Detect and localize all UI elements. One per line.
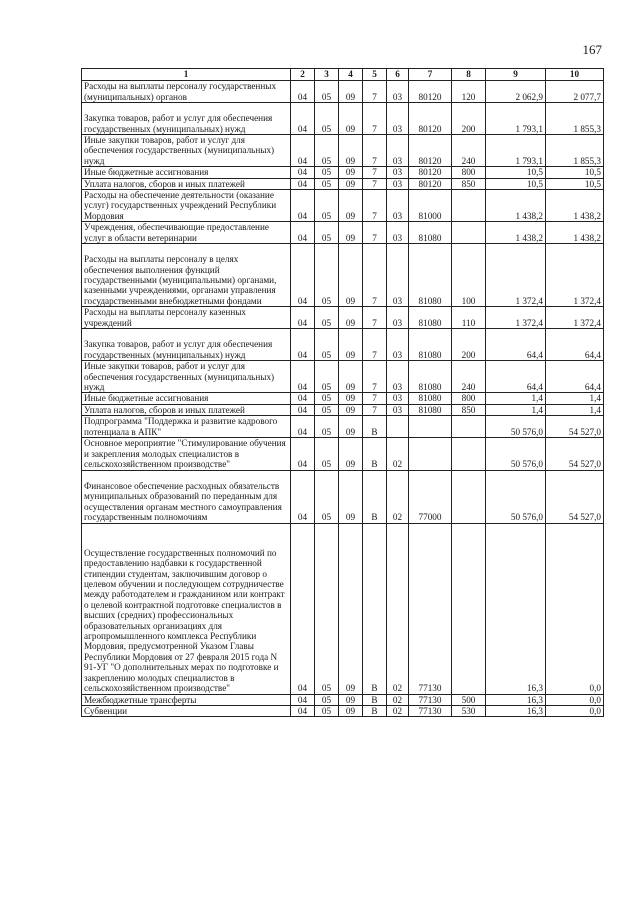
amount-cell: 1 855,3 bbox=[546, 103, 604, 135]
amount-cell: 1 372,4 bbox=[546, 244, 604, 307]
code-cell: 200 bbox=[452, 103, 486, 135]
amount-cell: 1 372,4 bbox=[486, 244, 546, 307]
code-cell: 200 bbox=[452, 329, 486, 361]
code-cell bbox=[387, 416, 409, 438]
code-cell: 02 bbox=[387, 705, 409, 716]
code-cell: 850 bbox=[452, 178, 486, 189]
code-cell: 7 bbox=[363, 361, 387, 393]
code-cell: 7 bbox=[363, 135, 387, 167]
amount-cell: 0,0 bbox=[546, 523, 604, 694]
header-cell: 2 bbox=[291, 69, 315, 81]
code-cell: 05 bbox=[315, 404, 339, 415]
code-cell: 09 bbox=[339, 705, 363, 716]
code-cell: 240 bbox=[452, 361, 486, 393]
code-cell: 81080 bbox=[409, 222, 452, 244]
amount-cell: 1,4 bbox=[546, 404, 604, 415]
code-cell: 04 bbox=[291, 167, 315, 178]
code-cell: 530 bbox=[452, 705, 486, 716]
code-cell: 05 bbox=[315, 705, 339, 716]
item-name: Основное мероприятие "Стимулирование обучения и закрепления молодых специалистов в сельскохозяйственном производстве" bbox=[82, 438, 291, 470]
item-name: Уплата налогов, сборов и иных платежей bbox=[82, 178, 291, 189]
amount-cell: 10,5 bbox=[486, 178, 546, 189]
header-cell: 4 bbox=[339, 69, 363, 81]
code-cell: 800 bbox=[452, 167, 486, 178]
table-row bbox=[82, 523, 604, 694]
amount-cell: 0,0 bbox=[546, 694, 604, 705]
code-cell: 05 bbox=[315, 470, 339, 523]
amount-cell: 1 372,4 bbox=[546, 307, 604, 329]
code-cell: 7 bbox=[363, 222, 387, 244]
table-row bbox=[82, 329, 604, 361]
amount-cell: 1 438,2 bbox=[486, 222, 546, 244]
code-cell: 80120 bbox=[409, 178, 452, 189]
code-cell: 04 bbox=[291, 705, 315, 716]
code-cell: 04 bbox=[291, 523, 315, 694]
code-cell: 09 bbox=[339, 178, 363, 189]
code-cell: В bbox=[363, 523, 387, 694]
code-cell: 04 bbox=[291, 329, 315, 361]
code-cell: 80120 bbox=[409, 81, 452, 103]
code-cell: 04 bbox=[291, 135, 315, 167]
code-cell: 7 bbox=[363, 244, 387, 307]
code-cell: 03 bbox=[387, 329, 409, 361]
item-name: Расходы на выплаты персоналу в целях обеспечения выполнения функций государственными (муниципальными) органами, казенными учреждениями, органами управления государственными внебюджетными фондами bbox=[82, 244, 291, 307]
code-cell: 05 bbox=[315, 307, 339, 329]
code-cell: 500 bbox=[452, 694, 486, 705]
code-cell: 7 bbox=[363, 190, 387, 222]
amount-cell: 10,5 bbox=[546, 178, 604, 189]
code-cell: 02 bbox=[387, 470, 409, 523]
code-cell bbox=[452, 222, 486, 244]
item-name: Расходы на обеспечение деятельности (оказание услуг) государственных учреждений Республики Мордовия bbox=[82, 190, 291, 222]
code-cell: 04 bbox=[291, 81, 315, 103]
code-cell: 04 bbox=[291, 361, 315, 393]
item-name: Финансовое обеспечение расходных обязательств муниципальных образований по переданным для осуществления органам местного самоуправления государственным полномочиям bbox=[82, 470, 291, 523]
amount-cell: 1,4 bbox=[486, 393, 546, 404]
table-row bbox=[82, 103, 604, 135]
table-row bbox=[82, 694, 604, 705]
table-row bbox=[82, 307, 604, 329]
code-cell: 05 bbox=[315, 190, 339, 222]
code-cell: 7 bbox=[363, 307, 387, 329]
code-cell: 05 bbox=[315, 523, 339, 694]
code-cell: 110 bbox=[452, 307, 486, 329]
table-row bbox=[82, 81, 604, 103]
code-cell: 09 bbox=[339, 135, 363, 167]
code-cell: 81080 bbox=[409, 393, 452, 404]
table-row bbox=[82, 705, 604, 716]
amount-cell: 10,5 bbox=[486, 167, 546, 178]
code-cell: 05 bbox=[315, 438, 339, 470]
budget-table bbox=[81, 68, 604, 717]
item-name: Расходы на выплаты персоналу казенных учреждений bbox=[82, 307, 291, 329]
item-name: Иные закупки товаров, работ и услуг для обеспечения государственных (муниципальных) нужд bbox=[82, 361, 291, 393]
code-cell: 09 bbox=[339, 103, 363, 135]
amount-cell: 1 372,4 bbox=[486, 307, 546, 329]
amount-cell: 10,5 bbox=[546, 167, 604, 178]
amount-cell: 54 527,0 bbox=[546, 416, 604, 438]
code-cell: 09 bbox=[339, 307, 363, 329]
item-name: Расходы на выплаты персоналу государственных (муниципальных) органов bbox=[82, 81, 291, 103]
code-cell: 05 bbox=[315, 393, 339, 404]
amount-cell: 54 527,0 bbox=[546, 438, 604, 470]
amount-cell: 50 576,0 bbox=[486, 470, 546, 523]
amount-cell: 2 062,9 bbox=[486, 81, 546, 103]
amount-cell: 54 527,0 bbox=[546, 470, 604, 523]
code-cell bbox=[452, 470, 486, 523]
code-cell: 04 bbox=[291, 694, 315, 705]
item-name: Уплата налогов, сборов и иных платежей bbox=[82, 404, 291, 415]
amount-cell: 1 438,2 bbox=[546, 222, 604, 244]
code-cell: 100 bbox=[452, 244, 486, 307]
code-cell: 04 bbox=[291, 470, 315, 523]
table-row bbox=[82, 167, 604, 178]
code-cell: 04 bbox=[291, 178, 315, 189]
code-cell: 80120 bbox=[409, 167, 452, 178]
code-cell: 04 bbox=[291, 416, 315, 438]
code-cell: 04 bbox=[291, 244, 315, 307]
page-number: 167 bbox=[582, 42, 602, 57]
code-cell: 09 bbox=[339, 167, 363, 178]
code-cell: 04 bbox=[291, 190, 315, 222]
code-cell: 04 bbox=[291, 404, 315, 415]
code-cell: 03 bbox=[387, 393, 409, 404]
code-cell: 05 bbox=[315, 361, 339, 393]
item-name: Субвенции bbox=[82, 705, 291, 716]
code-cell: 05 bbox=[315, 167, 339, 178]
table-row bbox=[82, 135, 604, 167]
code-cell: 03 bbox=[387, 307, 409, 329]
amount-cell: 1 793,1 bbox=[486, 135, 546, 167]
code-cell: 03 bbox=[387, 244, 409, 307]
amount-cell: 1 855,3 bbox=[546, 135, 604, 167]
code-cell: 09 bbox=[339, 393, 363, 404]
code-cell: 04 bbox=[291, 393, 315, 404]
item-name: Подпрограмма "Поддержка и развитие кадрового потенциала в АПК" bbox=[82, 416, 291, 438]
code-cell: 05 bbox=[315, 329, 339, 361]
code-cell: 02 bbox=[387, 694, 409, 705]
code-cell: 05 bbox=[315, 103, 339, 135]
item-name: Иные бюджетные ассигнования bbox=[82, 393, 291, 404]
code-cell: 03 bbox=[387, 81, 409, 103]
code-cell: 800 bbox=[452, 393, 486, 404]
code-cell: В bbox=[363, 705, 387, 716]
amount-cell: 64,4 bbox=[546, 329, 604, 361]
amount-cell: 1 793,1 bbox=[486, 103, 546, 135]
code-cell: 05 bbox=[315, 222, 339, 244]
table-row bbox=[82, 404, 604, 415]
item-name: Межбюджетные трансферты bbox=[82, 694, 291, 705]
code-cell: В bbox=[363, 694, 387, 705]
code-cell: 05 bbox=[315, 694, 339, 705]
code-cell: В bbox=[363, 438, 387, 470]
code-cell: 09 bbox=[339, 222, 363, 244]
code-cell: 03 bbox=[387, 103, 409, 135]
table-row bbox=[82, 438, 604, 470]
code-cell: 850 bbox=[452, 404, 486, 415]
code-cell: 77130 bbox=[409, 705, 452, 716]
table-row bbox=[82, 361, 604, 393]
code-cell bbox=[452, 416, 486, 438]
code-cell: 05 bbox=[315, 135, 339, 167]
code-cell: 09 bbox=[339, 190, 363, 222]
code-cell: 03 bbox=[387, 361, 409, 393]
table-row bbox=[82, 190, 604, 222]
amount-cell: 1,4 bbox=[546, 393, 604, 404]
table-row bbox=[82, 244, 604, 307]
code-cell: 04 bbox=[291, 438, 315, 470]
header-cell: 1 bbox=[82, 69, 291, 81]
code-cell: 03 bbox=[387, 404, 409, 415]
code-cell: 81080 bbox=[409, 307, 452, 329]
code-cell: 09 bbox=[339, 329, 363, 361]
code-cell: 05 bbox=[315, 244, 339, 307]
header-cell: 10 bbox=[546, 69, 604, 81]
code-cell bbox=[409, 438, 452, 470]
code-cell: 09 bbox=[339, 523, 363, 694]
table-row bbox=[82, 416, 604, 438]
code-cell: 05 bbox=[315, 81, 339, 103]
code-cell: 03 bbox=[387, 178, 409, 189]
code-cell: 02 bbox=[387, 523, 409, 694]
code-cell: 7 bbox=[363, 178, 387, 189]
amount-cell: 64,4 bbox=[486, 361, 546, 393]
amount-cell: 0,0 bbox=[546, 705, 604, 716]
code-cell bbox=[452, 190, 486, 222]
code-cell: 09 bbox=[339, 404, 363, 415]
code-cell: 77130 bbox=[409, 523, 452, 694]
code-cell: В bbox=[363, 470, 387, 523]
code-cell: 04 bbox=[291, 103, 315, 135]
code-cell: 7 bbox=[363, 393, 387, 404]
code-cell: 09 bbox=[339, 81, 363, 103]
code-cell: 03 bbox=[387, 135, 409, 167]
code-cell: 80120 bbox=[409, 103, 452, 135]
code-cell: 09 bbox=[339, 244, 363, 307]
code-cell: 81080 bbox=[409, 404, 452, 415]
code-cell: 80120 bbox=[409, 135, 452, 167]
amount-cell: 2 077,7 bbox=[546, 81, 604, 103]
code-cell: 7 bbox=[363, 404, 387, 415]
table-row bbox=[82, 178, 604, 189]
amount-cell: 64,4 bbox=[486, 329, 546, 361]
amount-cell: 64,4 bbox=[546, 361, 604, 393]
amount-cell: 50 576,0 bbox=[486, 438, 546, 470]
code-cell: 7 bbox=[363, 329, 387, 361]
header-cell: 6 bbox=[387, 69, 409, 81]
code-cell: 02 bbox=[387, 438, 409, 470]
code-cell: 09 bbox=[339, 361, 363, 393]
item-name: Закупка товаров, работ и услуг для обеспечения государственных (муниципальных) нужд bbox=[82, 329, 291, 361]
code-cell: 81080 bbox=[409, 361, 452, 393]
code-cell: 81000 bbox=[409, 190, 452, 222]
item-name: Закупка товаров, работ и услуг для обеспечения государственных (муниципальных) нужд bbox=[82, 103, 291, 135]
header-cell: 3 bbox=[315, 69, 339, 81]
header-cell: 8 bbox=[452, 69, 486, 81]
code-cell: 7 bbox=[363, 103, 387, 135]
item-name: Иные бюджетные ассигнования bbox=[82, 167, 291, 178]
code-cell: 03 bbox=[387, 190, 409, 222]
header-cell: 7 bbox=[409, 69, 452, 81]
code-cell bbox=[452, 523, 486, 694]
code-cell bbox=[452, 438, 486, 470]
code-cell: 03 bbox=[387, 167, 409, 178]
code-cell: 120 bbox=[452, 81, 486, 103]
code-cell: 03 bbox=[387, 222, 409, 244]
amount-cell: 50 576,0 bbox=[486, 416, 546, 438]
code-cell: 77000 bbox=[409, 470, 452, 523]
code-cell: 7 bbox=[363, 81, 387, 103]
amount-cell: 16,3 bbox=[486, 705, 546, 716]
table-row bbox=[82, 393, 604, 404]
code-cell: 04 bbox=[291, 222, 315, 244]
code-cell: 7 bbox=[363, 167, 387, 178]
code-cell: В bbox=[363, 416, 387, 438]
table-header-row bbox=[82, 69, 604, 81]
code-cell: 05 bbox=[315, 178, 339, 189]
code-cell: 81080 bbox=[409, 329, 452, 361]
header-cell: 5 bbox=[363, 69, 387, 81]
code-cell bbox=[409, 416, 452, 438]
code-cell: 77130 bbox=[409, 694, 452, 705]
amount-cell: 16,3 bbox=[486, 523, 546, 694]
amount-cell: 1 438,2 bbox=[546, 190, 604, 222]
amount-cell: 1 438,2 bbox=[486, 190, 546, 222]
code-cell: 240 bbox=[452, 135, 486, 167]
amount-cell: 16,3 bbox=[486, 694, 546, 705]
header-cell: 9 bbox=[486, 69, 546, 81]
amount-cell: 1,4 bbox=[486, 404, 546, 415]
item-name: Осуществление государственных полномочий по предоставлению надбавки к государственной стипендии студентам, заключившим договор о целевом обучении и последующем сотрудничестве между работодателем и гражданином или контракт о целевой контрактной подготовке специалистов в высших (средних) профессиональных образовательных организациях для агропромышленного комплекса Республики Мордовия, предусмотренной Указом Главы Республики Мордовия от 27 февраля 2015 года N 91-УГ "О дополнительных мерах по подготовке и закреплению молодых специалистов в сельскохозяйственном производстве" bbox=[82, 523, 291, 694]
table-row bbox=[82, 222, 604, 244]
code-cell: 09 bbox=[339, 438, 363, 470]
table-row bbox=[82, 470, 604, 523]
code-cell: 09 bbox=[339, 470, 363, 523]
item-name: Иные закупки товаров, работ и услуг для обеспечения государственных (муниципальных) нужд bbox=[82, 135, 291, 167]
code-cell: 04 bbox=[291, 307, 315, 329]
code-cell: 05 bbox=[315, 416, 339, 438]
item-name: Учреждения, обеспечивающие предоставление услуг в области ветеринарии bbox=[82, 222, 291, 244]
code-cell: 09 bbox=[339, 694, 363, 705]
code-cell: 09 bbox=[339, 416, 363, 438]
code-cell: 81080 bbox=[409, 244, 452, 307]
